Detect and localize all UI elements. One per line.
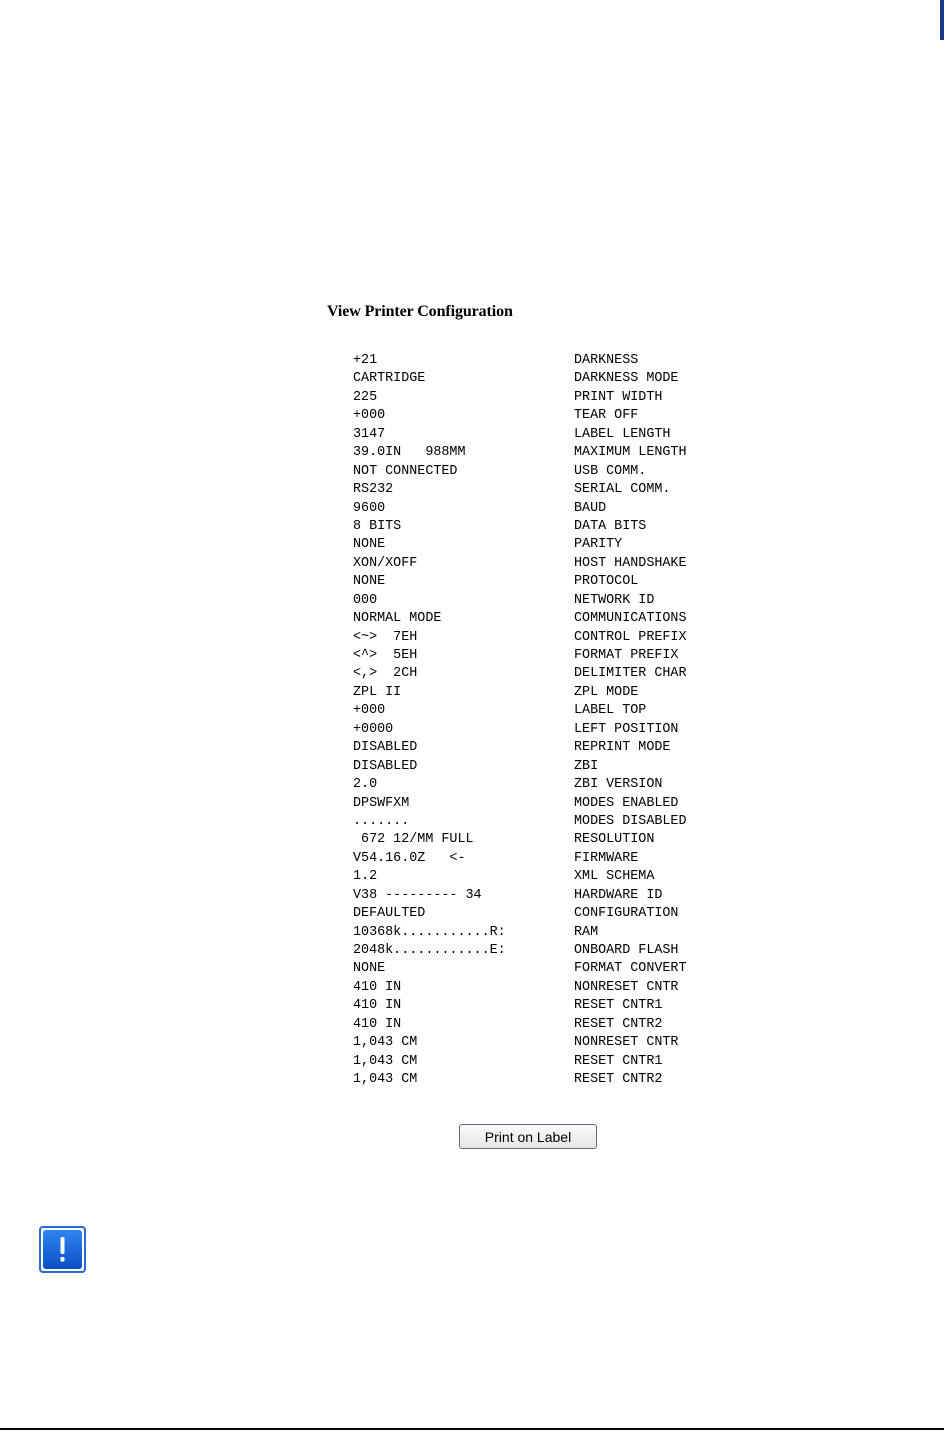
config-label: ZBI VERSION [574,777,663,793]
config-value: 672 12/MM FULL [353,832,474,848]
config-label: DARKNESS [574,353,639,368]
config-row [353,426,713,444]
config-label: RESOLUTION [574,832,655,848]
config-row [353,960,713,978]
print-on-label-button[interactable]: Print on Label [459,1124,597,1149]
config-label: ZPL MODE [574,684,639,700]
config-label: COMMUNICATIONS [574,611,687,627]
config-label: PARITY [574,537,623,553]
config-value: +000 [353,703,386,719]
config-row [353,1053,713,1071]
config-value: 410 IN [353,998,402,1014]
config-row [353,647,713,665]
config-value: 39.0IN 988MM [353,445,466,461]
config-row [353,758,713,776]
config-row [353,702,713,720]
config-value: ZPL II [353,684,402,700]
config-label: DELIMITER CHAR [574,666,687,682]
config-value: DEFAULTED [353,906,426,922]
config-row [353,573,713,591]
config-row [353,629,713,647]
page-title: View Printer Configuration [327,303,513,320]
config-label: FORMAT CONVERT [574,961,687,977]
config-value: 1,043 CM [353,1053,418,1069]
config-label: DARKNESS MODE [574,371,679,387]
config-label: RESET CNTR2 [574,1072,663,1088]
config-row [353,1034,713,1052]
config-row [353,481,713,499]
config-value: 10368k...........R: [353,924,506,940]
config-value: 9600 [353,500,386,516]
config-row [353,776,713,794]
config-value: 410 IN [353,1016,402,1032]
config-row [353,1016,713,1034]
config-row [353,555,713,573]
config-row [353,831,713,849]
config-value: 3147 [353,426,386,442]
config-row [353,352,713,370]
page-edge-tab [940,0,944,40]
config-row [353,370,713,388]
config-label: XML SCHEMA [574,869,655,885]
config-label: USB COMM. [574,463,647,479]
config-value: RS232 [353,482,394,498]
config-value: 225 [353,389,378,405]
config-value: 1.2 [353,869,378,885]
config-value: +000 [353,408,386,424]
config-value: <,> 2CH [353,666,418,682]
config-label: ONBOARD FLASH [574,943,679,958]
config-row [353,850,713,868]
config-value: 8 BITS [353,518,402,534]
config-value: 410 IN [353,979,402,995]
config-label: MODES ENABLED [574,795,679,811]
config-value: DISABLED [353,740,418,756]
config-label: RESET CNTR2 [574,1016,663,1032]
config-label: SERIAL COMM. [574,482,671,498]
config-value: <^> 5EH [353,648,418,663]
config-label: CONFIGURATION [574,906,679,922]
config-row [353,942,713,960]
exclamation-icon [39,1226,86,1273]
config-label: LABEL LENGTH [574,426,671,442]
printer-configuration-list [353,352,713,1090]
config-row [353,795,713,813]
config-row [353,997,713,1015]
config-label: DATA BITS [574,518,647,534]
config-label: TEAR OFF [574,408,639,424]
config-label: FORMAT PREFIX [574,648,679,663]
config-label: CONTROL PREFIX [574,629,687,645]
config-label: LABEL TOP [574,703,647,719]
config-row [353,684,713,702]
config-row [353,868,713,886]
config-value: 2048k............E: [353,943,506,958]
config-label: PROTOCOL [574,574,639,590]
config-label: HOST HANDSHAKE [574,555,687,571]
config-value: V38 --------- 34 [353,887,482,903]
config-row [353,389,713,407]
config-value: +0000 [353,721,394,737]
config-row [353,463,713,481]
config-label: RESET CNTR1 [574,1053,663,1069]
config-row [353,592,713,610]
config-row [353,536,713,554]
config-label: PRINT WIDTH [574,389,663,405]
config-label: NONRESET CNTR [574,1035,679,1051]
config-label: NONRESET CNTR [574,979,679,995]
config-label: HARDWARE ID [574,887,663,903]
config-label: MAXIMUM LENGTH [574,445,687,461]
config-row [353,407,713,425]
config-value: NONE [353,574,386,590]
config-value: ....... [353,813,410,829]
config-row [353,905,713,923]
config-row [353,813,713,831]
config-value: V54.16.0Z <- [353,850,466,866]
config-row [353,979,713,997]
config-row [353,665,713,683]
config-label: ZBI [574,758,599,774]
config-label: RAM [574,924,599,940]
config-value: 2.0 [353,777,378,793]
config-value: 1,043 CM [353,1035,418,1051]
config-row [353,887,713,905]
config-row [353,518,713,536]
config-value: NORMAL MODE [353,611,442,627]
footer-rule [0,1428,944,1430]
config-value: +21 [353,353,378,368]
config-row [353,924,713,942]
config-label: NETWORK ID [574,592,655,608]
config-value: DISABLED [353,758,418,774]
config-value: 1,043 CM [353,1072,418,1088]
config-value: NONE [353,961,386,977]
config-value: CARTRIDGE [353,371,426,387]
config-row [353,444,713,462]
config-row [353,1071,713,1089]
config-value: <~> 7EH [353,629,418,645]
config-value: NONE [353,537,386,553]
config-label: MODES DISABLED [574,813,687,829]
config-label: BAUD [574,500,607,516]
config-label: LEFT POSITION [574,721,679,737]
config-row [353,610,713,628]
config-label: FIRMWARE [574,850,639,866]
config-row [353,739,713,757]
config-row [353,500,713,518]
config-value: XON/XOFF [353,555,418,571]
config-label: REPRINT MODE [574,740,671,756]
config-value: 000 [353,592,378,608]
config-label: RESET CNTR1 [574,998,663,1014]
config-row [353,721,713,739]
config-value: NOT CONNECTED [353,463,458,479]
config-value: DPSWFXM [353,795,410,811]
